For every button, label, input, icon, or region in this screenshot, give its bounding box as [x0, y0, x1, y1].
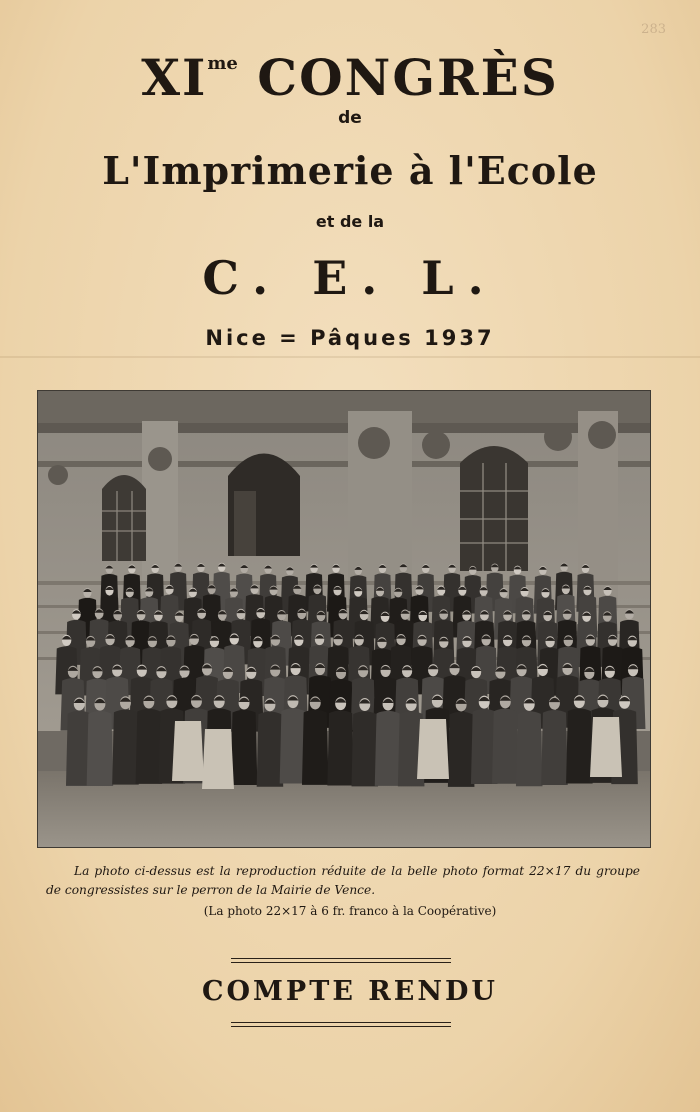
- title-de: de: [338, 108, 362, 128]
- crowd-light-coat: [172, 721, 204, 781]
- title-congres: CONGRÈS: [237, 48, 559, 107]
- top-double-rule: [231, 958, 451, 963]
- group-photo: [37, 390, 651, 848]
- title-imprimerie: L'Imprimerie à l'Ecole: [102, 148, 598, 193]
- crowd-light-coat: [590, 717, 622, 777]
- crowd-person-body: [375, 711, 402, 786]
- title-roman: XI: [141, 48, 208, 107]
- crowd-person-body: [327, 710, 354, 785]
- photo-order-note: (La photo 22×17 à 6 fr. franco à la Coopérative): [203, 904, 497, 918]
- crowd-person-body: [302, 710, 329, 785]
- crowd-person-body: [516, 711, 543, 786]
- crowd-person-body: [566, 708, 593, 783]
- crowd-person-body: [448, 712, 475, 787]
- crowd-light-coat: [417, 719, 449, 779]
- crowd-person-body: [231, 710, 258, 785]
- crowd-person-body: [112, 710, 139, 785]
- title-cel: C. E. L.: [202, 251, 498, 305]
- title-et-de-la: et de la: [315, 212, 385, 231]
- group-photo-image: [38, 391, 650, 847]
- page-number: 283: [641, 22, 666, 37]
- paper-fold: [0, 356, 700, 358]
- crowd-person-body: [257, 712, 284, 787]
- crowd-person-body: [351, 711, 378, 786]
- crowd-light-coat: [202, 729, 234, 789]
- congress-title: [0, 34, 700, 108]
- crowd-person-body: [541, 710, 568, 785]
- crowd-person-body: [87, 711, 114, 786]
- crowd-person-body: [136, 709, 163, 784]
- crowd-person-body: [492, 709, 519, 784]
- title-superscript: me: [207, 53, 238, 74]
- bottom-double-rule: [231, 1022, 451, 1027]
- compte-rendu-heading: COMPTE RENDU: [202, 976, 498, 1007]
- title-place-date: Nice = Pâques 1937: [205, 326, 495, 350]
- crowd-person-body: [280, 708, 307, 783]
- photo-caption: La photo ci-dessus est la reproduction réduite de la belle photo format 22×17 du groupe de congressistes sur le perron de la Mairie de Vence.: [46, 864, 640, 897]
